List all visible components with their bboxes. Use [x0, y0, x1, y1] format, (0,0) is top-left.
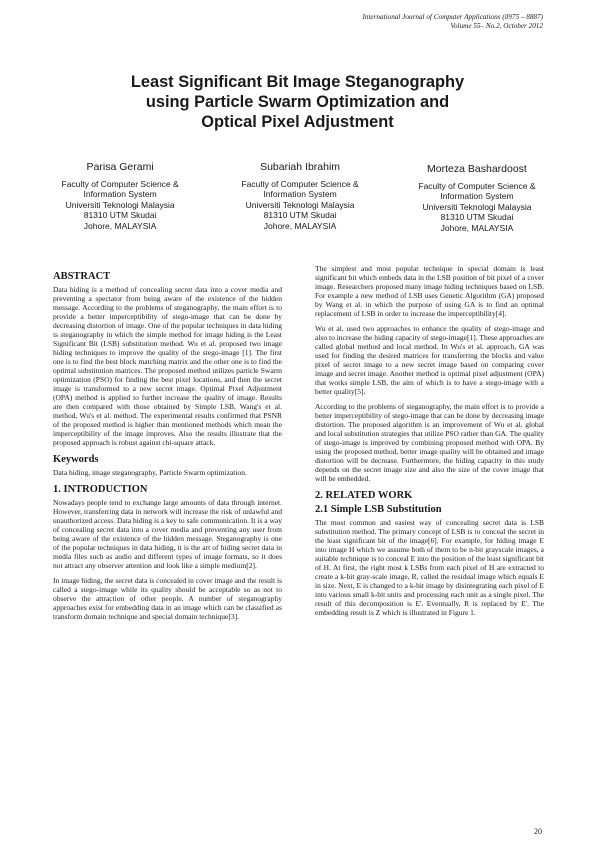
related-work-heading: 2. RELATED WORK [315, 490, 413, 501]
page-number: 20 [534, 827, 542, 836]
title-line-1: Least Significant Bit Image Steganography [130, 73, 465, 91]
keywords-heading: Keywords [53, 454, 99, 465]
author-block [46, 162, 556, 233]
author-affiliation-line: Information System [83, 189, 157, 199]
author-affiliation-line: 81310 UTM Skudai [440, 212, 514, 222]
author-affiliation-line: Universiti Teknologi Malaysia [245, 199, 355, 210]
keywords-text: Data hiding, image steganography, Particle Swarm optimization. [53, 468, 247, 477]
simple-lsb-subheading: 2.1 Simple LSB Substitution [315, 504, 442, 515]
introduction-heading: 1. INTRODUCTION [53, 484, 148, 495]
body-paragraph-3: According to the problems of steganography, the main effort is to provide a better imperceptibility of stego-image that can be done by decreasing image distortion. The proposed algorithm is an improvement of Wu et al. global and local substitution strategies that utilize PSO rather than GA. The quality of stego-image is improved by combining proposed method with OPA. By using the proposed method, better image quality will be obtained and image distortion will be decrease. Furthermore, the hiding capacity in this study depends on the secret image size and also the size of the cover image that will be embedded. [315, 402, 544, 483]
author-3 [398, 162, 556, 233]
author-1 [46, 162, 194, 233]
author-affiliation-line: Johore, MALAYSIA [263, 220, 337, 231]
left-column [53, 264, 282, 627]
author-affiliation-line: Faculty of Computer Science & [61, 178, 179, 189]
abstract-heading: ABSTRACT [53, 271, 111, 282]
title-line-3: Optical Pixel Adjustment [201, 113, 394, 131]
abstract-text: Data hiding is a method of concealing secret data into a cover media and preventing a spectator from being aware of the existence of the hidden message. According to the problems of steganography, the main effort is to provide a better imperceptibility of stego-image that can be done by decreasing distortion of image. One of the popular techniques in data hiding is steganography in which the simple method for image hiding is the Least Significant Bit (LSB) substitution method. Wu et al. proposed two image hiding techniques to improve the quality of the stego-image [1]. The first one is to find the best block matching matrix and the other one is to find the optimal substitution matrices. The proposed method utilizes particle Swarm optimization (PSO) for finding the best pixel locations, and then the secret image is transformed to a new secret image. Optimal Pixel Adjustment (OPA) method is applied to further increase the quality of image. Results are then compared with those obtained by Simple LSB, Wang's et al. method, Wu's et al. method. The experimental results confirmed that PSNR of the proposed method is higher than mentioned methods which mean the imperceptibility of the image improves. Also the results illustrate that the proposed approach is robust against chi-square attack. [53, 285, 282, 447]
author-affiliation-line: Johore, MALAYSIA [83, 220, 157, 231]
body-paragraph-1: The simplest and most popular technique in special domain is least significant bit which embeds data in the LSB position of bit pixel of a cover image. Researchers proposed many image hiding techniques based on LSB. For example a new method of LSB uses Genetic Algorithm (GA) proposed by Wang et al. in which the purpose of using GA is to find an optimal replacement of LSB in order to increase the imperceptibility[4]. [315, 264, 544, 318]
journal-name: International Journal of Computer Applications (0975 – 8887) [362, 13, 543, 21]
title-line-2: using Particle Swarm Optimization and [145, 93, 450, 111]
volume-info: Volume 55– No.2, October 2012 [450, 22, 543, 30]
author-affiliation-line: 81310 UTM Skudai [83, 210, 157, 220]
author-name: Parisa Gerami [86, 161, 154, 173]
body-paragraph-4: The most common and easiest way of concealing secret data is LSB substitution method. The primary concept of LSB is to conceal the secret in the least significant bit of the image[6]. For example, for hiding image E into image H which we assume both of them to be n-bit grayscale images, a suitable technique is to conceal E into the position of the least significant bit of H. At first, the right most k LSBs from each pixel of H are extracted to create a k-bit gray-scale image, R, called the residual image which equals E in size. Next, E is changed to a k-bit image by disintegrating each pixel of E into various small k-bit units and processing each unit as a single pixel. The result of this decomposition is E'. Eventually, R is replaced by E'. The embedding result is Z which is illustrated in Figure 1. [315, 518, 544, 617]
introduction-paragraph-2: In image hiding, the secret data is concealed in cover image and the result is called a stego-image while its quality should be acceptable so as not to observe the attraction of other people. A number of steganography approaches exist for embedding data in an image which can be classified as transform domain technique and special domain technique[3]. [53, 576, 282, 621]
paper-title [60, 72, 535, 132]
author-2 [206, 162, 394, 233]
body-paragraph-2: Wu et al. used two approaches to enhance the quality of stego-image and also to increase the hiding capacity of stego-image[1]. These approaches are called global method and local method. In Wu's et al. approach, GA was used for finding the desired matrices for transferring the blocks and value pixel of secret image to a new secret image based on comparing cover image and secret image. Another method is optimal pixel adjustment (OPA) that works simple LSB, the aim of which is to have a stego-image with a better quality[5]. [315, 324, 544, 396]
introduction-paragraph-1: Nowadays people tend to exchange large amounts of data through internet. However, transferring data in network will increase the risk of unlawful and unauthorized access. Data hiding is a key to safe communication. It is a way of concealing secret data into a cover media and preventing any user from being aware of the existence of the hidden message. Steganography is one of the popular techniques in data hiding, it is the art of hiding secret data in media files such as audio and different types of image formats, so it does not attract any observer attention and look like a simple medium[2]. [53, 498, 282, 570]
author-name: Subariah Ibrahim [260, 161, 341, 173]
author-affiliation-line: Johore, MALAYSIA [440, 222, 514, 233]
author-affiliation-line: Information System [263, 189, 337, 199]
author-affiliation-line: Faculty of Computer Science & [418, 180, 536, 191]
running-header [362, 13, 543, 31]
right-column [315, 264, 544, 623]
author-affiliation-line: Universiti Teknologi Malaysia [422, 201, 532, 212]
author-affiliation-line: 81310 UTM Skudai [263, 210, 337, 220]
author-affiliation-line: Information System [440, 191, 514, 201]
author-affiliation-line: Faculty of Computer Science & [241, 178, 359, 189]
author-affiliation-line: Universiti Teknologi Malaysia [65, 199, 175, 210]
author-name: Morteza Bashardoost [427, 163, 527, 175]
